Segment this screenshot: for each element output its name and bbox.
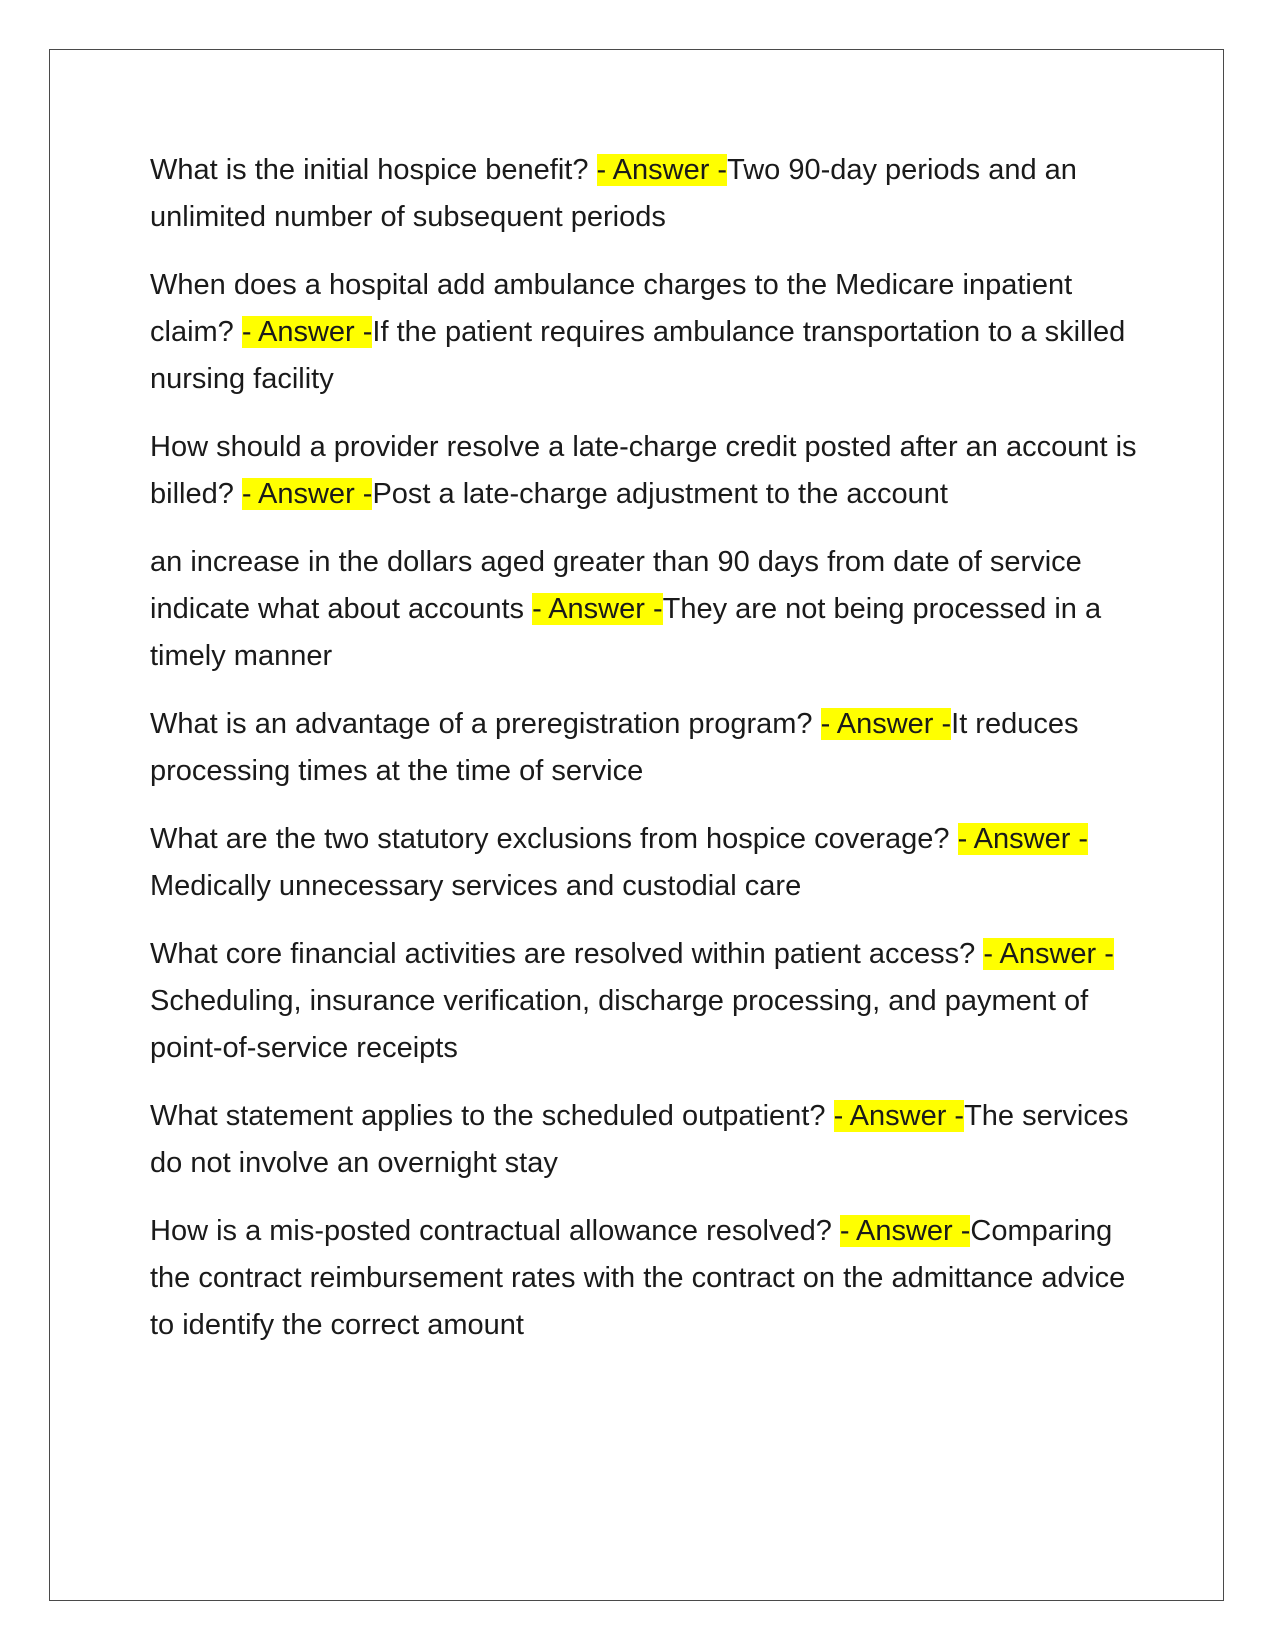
qa-item-5 — [150, 701, 1140, 795]
question-text: What statement applies to the scheduled outpatient? — [150, 1100, 826, 1132]
answer-text: Two 90-day periods and an unlimited number of subsequent periods — [150, 154, 1077, 233]
answer-text: Comparing the contract reimbursement rates with the contract on the admittance advice to identify the correct amount — [150, 1215, 1126, 1341]
answer-text: It reduces processing times at the time of service — [150, 708, 1079, 787]
answer-marker: - Answer - — [241, 478, 373, 510]
answer-marker: - Answer - — [241, 316, 373, 348]
qa-item-1 — [150, 147, 1140, 241]
answer-marker: - Answer - — [839, 1215, 971, 1247]
answer-text: Scheduling, insurance verification, discharge processing, and payment of point-of-service receipts — [150, 985, 1089, 1064]
question-text: How is a mis-posted contractual allowance resolved? — [150, 1215, 832, 1247]
answer-marker: - Answer - — [596, 154, 728, 186]
question-text: What is the initial hospice benefit? — [150, 154, 589, 186]
answer-marker: - Answer - — [983, 938, 1114, 970]
answer-text: The services do not involve an overnight stay — [150, 1100, 1129, 1179]
answer-text: Post a late-charge adjustment to the account — [372, 478, 948, 510]
answer-text: If the patient requires ambulance transportation to a skilled nursing facility — [150, 316, 1126, 395]
qa-item-8 — [150, 1093, 1140, 1187]
qa-item-4 — [150, 539, 1140, 680]
qa-item-3 — [150, 424, 1140, 518]
answer-marker: - Answer - — [820, 708, 952, 740]
answer-marker: - Answer - — [957, 823, 1089, 855]
question-text: When does a hospital add ambulance charges to the Medicare inpatient claim? — [150, 269, 1073, 348]
qa-item-7 — [150, 931, 1140, 1072]
document-body — [150, 147, 1140, 1370]
question-text: How should a provider resolve a late-charge credit posted after an account is billed? — [150, 431, 1137, 510]
answer-marker: - Answer - — [833, 1100, 965, 1132]
qa-item-2 — [150, 262, 1140, 403]
question-text: an increase in the dollars aged greater than 90 days from date of service indicate what about accounts — [150, 546, 1082, 625]
qa-item-6 — [150, 816, 1140, 910]
question-text: What is an advantage of a preregistration program? — [150, 708, 813, 740]
answer-text: Medically unnecessary services and custodial care — [150, 870, 802, 902]
question-text: What core financial activities are resolved within patient access? — [150, 938, 976, 970]
answer-text: They are not being processed in a timely manner — [150, 593, 1102, 672]
answer-marker: - Answer - — [532, 593, 663, 625]
qa-item-9 — [150, 1208, 1140, 1349]
question-text: What are the two statutory exclusions from hospice coverage? — [150, 823, 950, 855]
